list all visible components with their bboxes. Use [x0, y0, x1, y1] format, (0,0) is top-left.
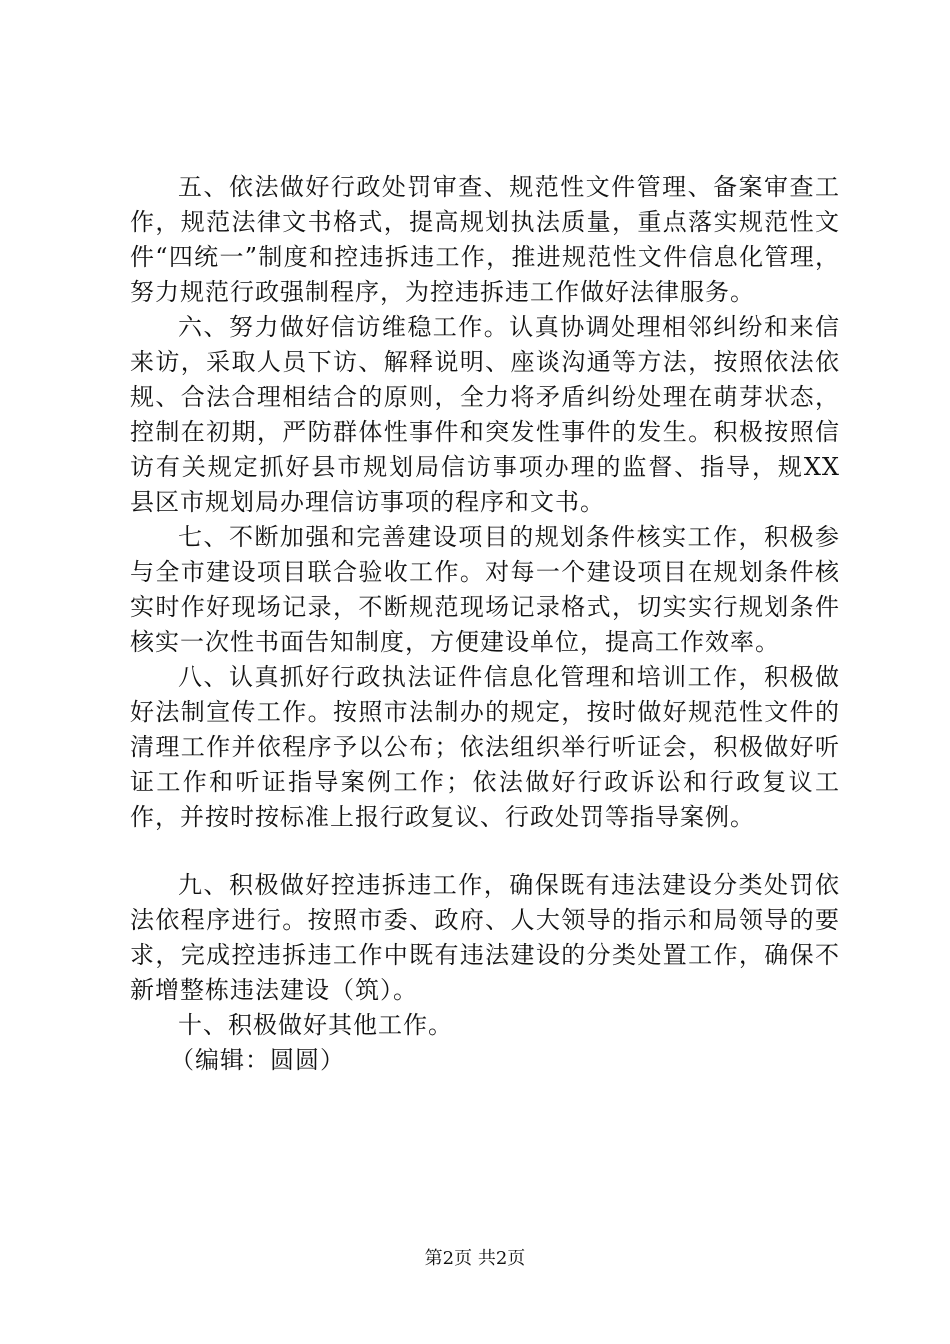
- paragraph-9: 九、积极做好控违拆违工作，确保既有违法建设分类处罚依法依程序进行。按照市委、政府、人大领导的指示和局领导的要求，完成控违拆违工作中既有违法建设的分类处置工作，确保不新增整栋违法建设（筑）。: [130, 871, 840, 1004]
- paragraph-6: 六、努力做好信访维稳工作。认真协调处理相邻纠纷和来信来访，采取人员下访、解释说明、座谈沟通等方法，按照依法依规、合法合理相结合的原则，全力将矛盾纠纷处理在萌芽状态，控制在初期，严防群体性事件和突发性事件的发生。积极按照信访有关规定抓好县市规划局信访事项办理的监督、指导，规XX县区市规划局办理信访事项的程序和文书。: [130, 313, 840, 516]
- paragraph-5: 五、依法做好行政处罚审查、规范性文件管理、备案审查工作，规范法律文书格式，提高规划执法质量，重点落实规范性文件“四统一”制度和控违拆违工作，推进规范性文件信息化管理，努力规范行政强制程序，为控违拆违工作做好法律服务。: [130, 173, 840, 306]
- page-footer: 第2页 共2页: [424, 1248, 526, 1269]
- paragraph-10: 十、积极做好其他工作。: [178, 1011, 453, 1039]
- document-body: [130, 170, 840, 1078]
- editor-note: （编辑：圆圆）: [170, 1046, 345, 1074]
- paragraph-8: 八、认真抓好行政执法证件信息化管理和培训工作，积极做好法制宣传工作。按照市法制办的规定，按时做好规范性文件的清理工作并依程序予以公布；依法组织举行听证会，积极做好听证工作和听证指导案例工作；依法做好行政诉讼和行政复议工作，并按时按标准上报行政复议、行政处罚等指导案例。: [130, 663, 840, 831]
- paragraph-7: 七、不断加强和完善建设项目的规划条件核实工作，积极参与全市建设项目联合验收工作。对每一个建设项目在规划条件核实时作好现场记录，不断规范现场记录格式，切实实行规划条件核实一次性书面告知制度，方便建设单位，提高工作效率。: [130, 523, 840, 656]
